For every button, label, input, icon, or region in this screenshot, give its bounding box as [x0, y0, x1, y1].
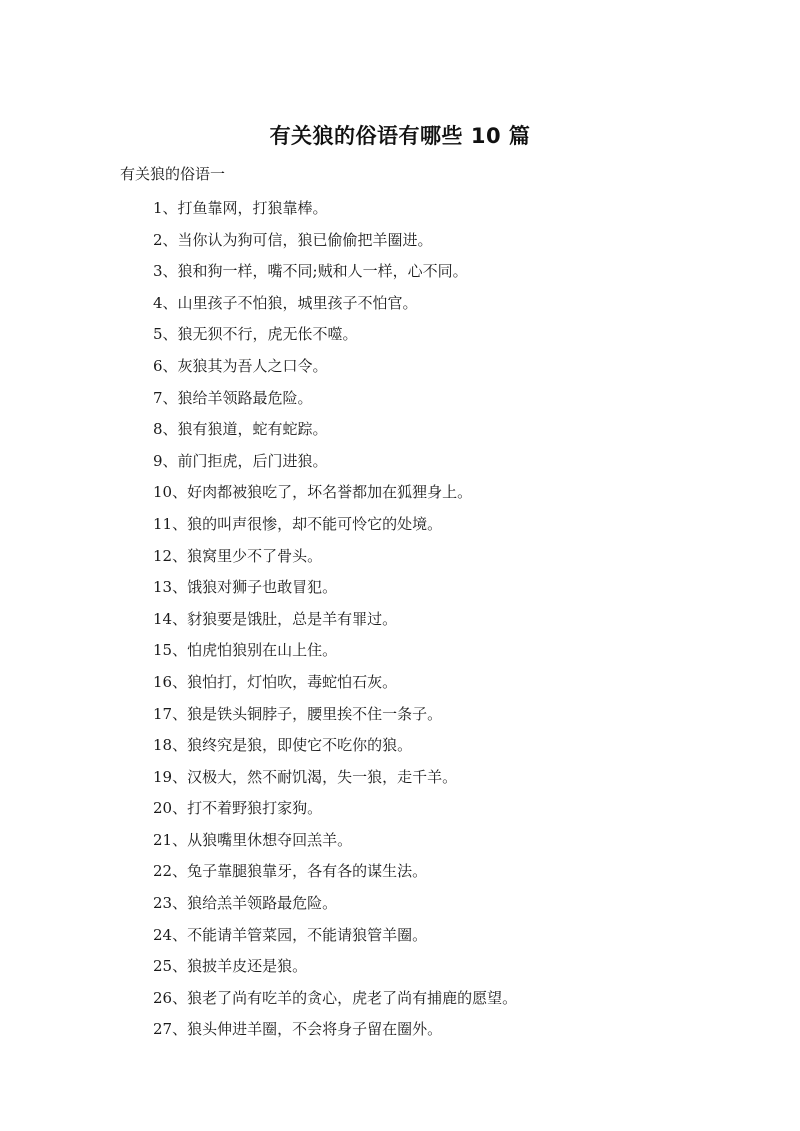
proverb-item: 13、饿狼对狮子也敢冒犯。: [153, 578, 338, 597]
proverb-item: 19、汉极大，然不耐饥渴，失一狼，走千羊。: [153, 767, 458, 786]
proverb-item: 3、狼和狗一样，嘴不同;贼和人一样，心不同。: [153, 262, 468, 281]
proverb-item: 17、狼是铁头铜脖子，腰里挨不住一条子。: [153, 704, 443, 723]
proverb-item: 9、前门拒虎，后门进狼。: [153, 451, 328, 470]
proverb-item: 11、狼的叫声很惨，却不能可怜它的处境。: [153, 514, 443, 533]
proverb-item: 5、狼无狈不行，虎无伥不噬。: [153, 325, 358, 344]
proverb-item: 15、怕虎怕狼别在山上住。: [153, 641, 338, 660]
proverb-item: 7、狼给羊领路最危险。: [153, 388, 313, 407]
proverb-item: 21、从狼嘴里休想夺回羔羊。: [153, 830, 353, 849]
proverb-item: 6、灰狼其为吾人之口令。: [153, 356, 328, 375]
proverb-item: 14、豺狼要是饿肚，总是羊有罪过。: [153, 609, 398, 628]
proverb-list: [153, 193, 517, 1046]
proverb-item: 18、狼终究是狼，即使它不吃你的狼。: [153, 736, 413, 755]
proverb-item: 12、狼窝里少不了骨头。: [153, 546, 323, 565]
proverb-item: 8、狼有狼道，蛇有蛇踪。: [153, 420, 328, 439]
proverb-item: 26、狼老了尚有吃羊的贪心，虎老了尚有捕鹿的愿望。: [153, 988, 518, 1007]
proverb-item: 10、好肉都被狼吃了，坏名誉都加在狐狸身上。: [153, 483, 473, 502]
section-heading: 有关狼的俗语一: [120, 165, 226, 183]
proverb-item: 20、打不着野狼打家狗。: [153, 799, 323, 818]
proverb-item: 2、当你认为狗可信，狼已偷偷把羊圈进。: [153, 230, 433, 249]
document-title: 有关狼的俗语有哪些 10 篇: [269, 124, 531, 148]
proverb-item: 27、狼头伸进羊圈，不会将身子留在圈外。: [153, 1020, 443, 1039]
proverb-item: 25、狼披羊皮还是狼。: [153, 957, 308, 976]
proverb-item: 22、兔子靠腿狼靠牙，各有各的谋生法。: [153, 862, 428, 881]
proverb-item: 24、不能请羊管菜园，不能请狼管羊圈。: [153, 925, 428, 944]
proverb-item: 1、打鱼靠网，打狼靠棒。: [153, 199, 328, 217]
proverb-item: 4、山里孩子不怕狼，城里孩子不怕官。: [153, 293, 418, 312]
proverb-item: 16、狼怕打，灯怕吹，毒蛇怕石灰。: [153, 672, 398, 691]
proverb-item: 23、狼给羔羊领路最危险。: [153, 894, 338, 913]
